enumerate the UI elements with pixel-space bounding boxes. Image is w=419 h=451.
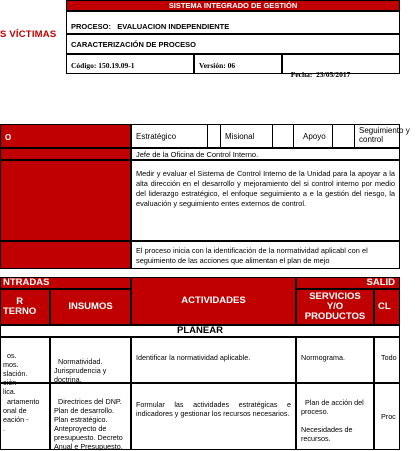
table-row-2-cliente: Proc	[374, 383, 400, 450]
salidas-header: SALID	[296, 277, 400, 289]
scope-text: El proceso inicia con la identificación de la normatividad aplicabl con el seguimiento de las acciones que alimentan el plan de mejo	[131, 241, 400, 269]
table-row-1-insumos: Normatividad. Jurisprudencia y doctrina.	[50, 337, 131, 383]
objective-label-cell	[0, 160, 131, 241]
logo-text: S VÍCTIMAS	[0, 29, 57, 40]
process-line: PROCESO: EVALUACION INDEPENDIENTE	[66, 11, 400, 34]
option-apoyo: Apoyo	[303, 132, 326, 141]
actividades-header: ACTIVIDADES	[131, 277, 296, 325]
system-title-bar	[66, 0, 400, 11]
leader-value: Jefe de la Oficina de Control Interno.	[131, 148, 400, 160]
table-row-1-cliente: Todo	[374, 337, 400, 383]
option-seguimiento: Seguimiento y control	[359, 126, 410, 144]
option-misional: Misional	[225, 132, 255, 141]
doc-code: Código: 150.19.09-1	[66, 54, 194, 74]
table-row-1-proveedor: os. mos. slación. ción lica.	[0, 337, 50, 383]
leader-label-cell	[0, 148, 131, 160]
entradas-header: NTRADAS	[0, 277, 131, 289]
cliente-header: CL	[374, 289, 400, 325]
table-row-2-insumos: Directrices del DNP. Plan de desarrollo. Plan estratégico. Anteproyecto de presupuesto. Decreto Anual e Presupuesto,	[50, 383, 131, 450]
system-title: SISTEMA INTEGRADO DE GESTIÓN	[168, 0, 298, 10]
table-row-1-actividad: Identificar la normatividad aplicable.	[131, 337, 296, 383]
table-row-2-proveedor: artamento onal de eación - .	[0, 383, 50, 450]
table-row-2-producto: Plan de acción del proceso. Necesidades de recursos.	[296, 383, 374, 450]
proveedor-header: R TERNO	[0, 289, 50, 325]
phase-planear: PLANEAR	[0, 325, 400, 337]
doc-title: CARACTERIZACIÓN DE PROCESO	[66, 34, 400, 54]
insumos-header: INSUMOS	[50, 289, 131, 325]
doc-version: Versión: 06	[194, 54, 282, 74]
checkbox-estrategico	[207, 125, 221, 147]
doc-date: Fecha: 23/05/2017	[282, 54, 400, 74]
objective-text: Medir y evaluar el Sistema de Control Interno de la Unidad para la apoyar a la alta dirección en el desarrollo y mejoramiento del si control interno por medio del liderazgo estratégico, el enfoque seguimiento a e la gestión del riesgo, la evaluación y seguimiento entes externos de control.	[131, 160, 400, 241]
servicios-header: SERVICIOS Y/O PRODUCTOS	[296, 289, 374, 325]
table-row-2-actividad: Formular las actividades estratégicas e indicadores y gestionar los recursos necesarios.	[131, 383, 296, 450]
checkbox-apoyo	[332, 125, 355, 147]
checkbox-misional	[272, 125, 294, 147]
process-type-label: O	[0, 124, 131, 148]
logo	[0, 24, 60, 44]
table-row-1-producto: Normograma.	[296, 337, 374, 383]
process-type-options	[131, 124, 410, 148]
scope-label-cell	[0, 241, 131, 269]
option-estrategico: Estratégico	[136, 132, 177, 141]
